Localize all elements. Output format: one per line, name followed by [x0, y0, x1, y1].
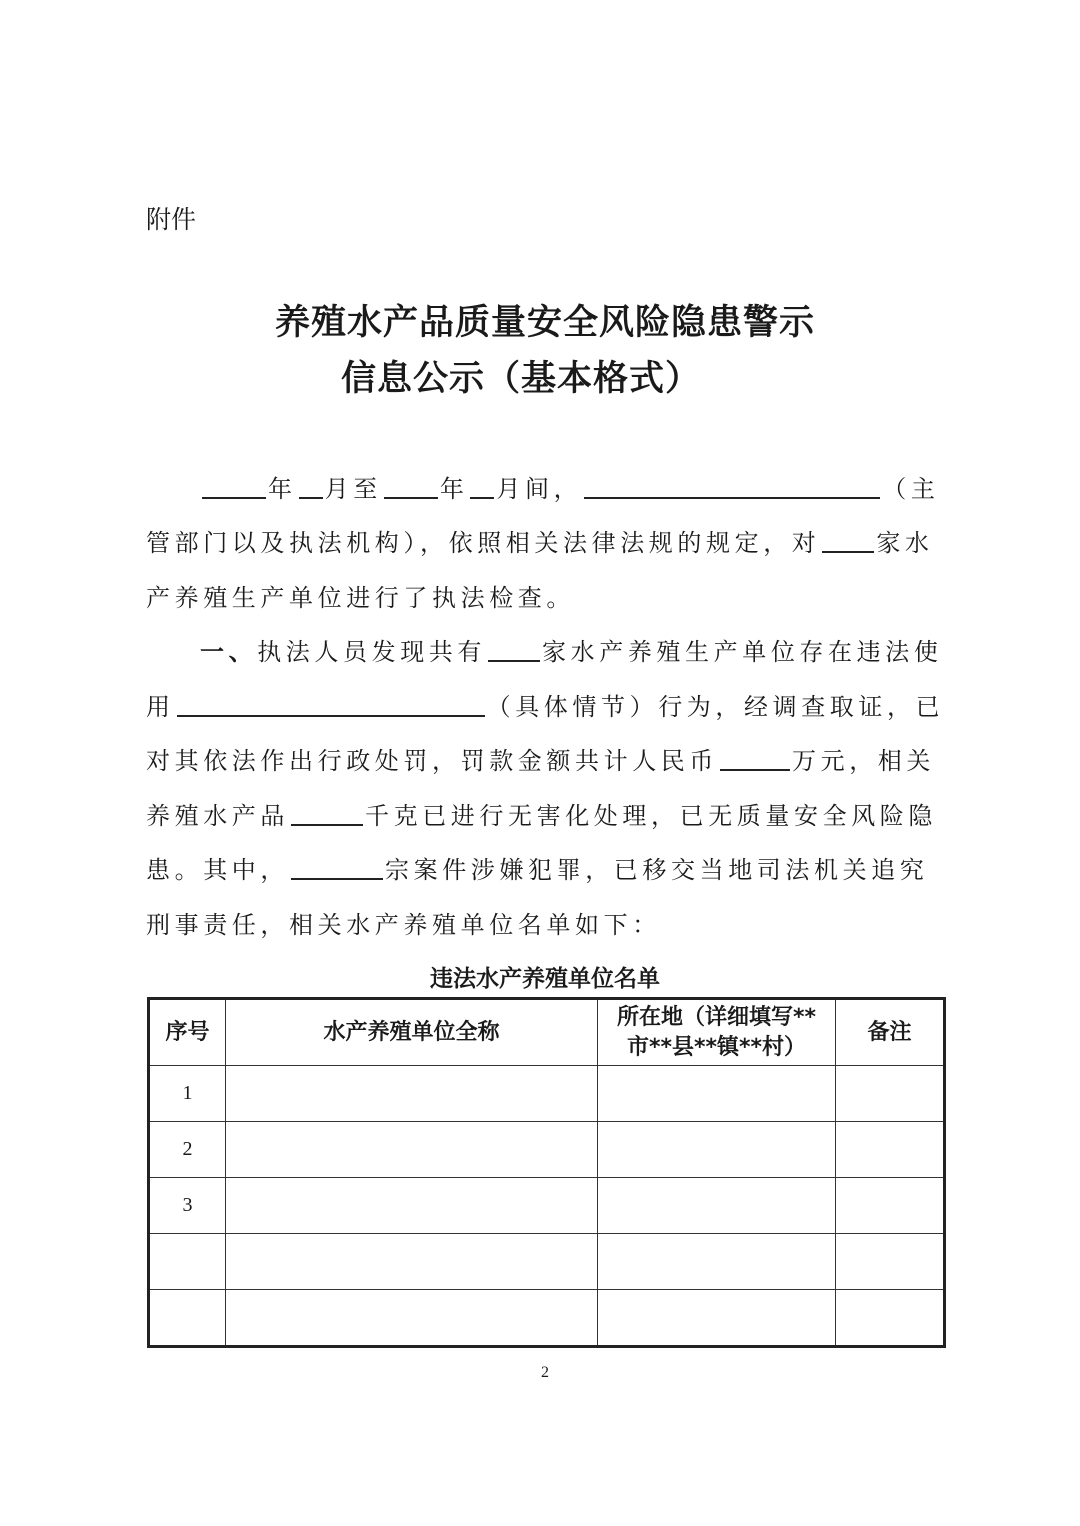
cell-serial-no: 1 [149, 1066, 226, 1122]
cell-serial-no: 3 [149, 1178, 226, 1234]
cell-serial-no: 2 [149, 1122, 226, 1178]
paragraph2-line5 [146, 850, 928, 890]
cell-unit-name[interactable] [226, 1178, 598, 1234]
cell-location[interactable] [598, 1122, 836, 1178]
header-serial-no: 序号 [149, 999, 226, 1066]
header-location-line2: 市**县**镇**村） [626, 1034, 807, 1060]
blank-authority[interactable] [584, 469, 880, 499]
text: （具体情节）行为，经调查取证，已 [486, 693, 945, 721]
text: 患。其中， [146, 856, 289, 884]
text: 对其依法作出行政处罚，罚款金额共计人民币 [146, 747, 718, 775]
text-year: 年 [268, 475, 297, 503]
text-dept-line: 管部门以及执法机构），依照相关法律法规的规定，对 [146, 529, 821, 557]
header-location [598, 999, 836, 1066]
cell-unit-name[interactable] [226, 1066, 598, 1122]
cell-remarks[interactable] [836, 1290, 945, 1347]
paragraph1-line1 [200, 469, 939, 509]
table-row [149, 1066, 945, 1122]
blank-month-end[interactable] [470, 469, 494, 499]
violator-list-table [147, 997, 946, 1348]
text: 用 [146, 693, 175, 721]
paragraph2-line2 [146, 687, 944, 727]
text-dept-open: （主 [882, 475, 940, 503]
paragraph2-line3 [146, 741, 935, 781]
cell-serial-no [149, 1290, 226, 1347]
table-row [149, 1178, 945, 1234]
cell-location[interactable] [598, 1234, 836, 1290]
table-header-row [149, 999, 945, 1066]
page-number: 2 [541, 1364, 549, 1381]
text: 千克已进行无害化处理，已无质量安全风险隐 [365, 802, 937, 830]
cell-unit-name[interactable] [226, 1290, 598, 1347]
blank-unit-count[interactable] [822, 523, 874, 553]
paragraph2-line6: 刑事责任，相关水产养殖单位名单如下： [146, 911, 661, 939]
document-title-line1: 养殖水产品质量安全风险隐患警示 [274, 303, 815, 343]
document-title-line2: 信息公示（基本格式） [340, 359, 701, 399]
cell-remarks[interactable] [836, 1066, 945, 1122]
blank-case-count[interactable] [291, 850, 383, 880]
blank-details[interactable] [177, 687, 485, 717]
blank-weight-kg[interactable] [291, 796, 363, 826]
blank-fine-amount[interactable] [720, 741, 790, 771]
paragraph2-line4 [146, 796, 937, 836]
text-jia-shui: 家水 [876, 529, 934, 557]
text: 养殖水产品 [146, 802, 289, 830]
table-row [149, 1234, 945, 1290]
text: 家水产养殖生产单位存在违法使 [542, 638, 943, 666]
blank-violator-count[interactable] [488, 632, 540, 662]
cell-unit-name[interactable] [226, 1234, 598, 1290]
text: 宗案件涉嫌犯罪，已移交当地司法机关追究 [385, 856, 929, 884]
paragraph2-line1 [200, 632, 942, 672]
section-number: 一、 [200, 638, 258, 666]
cell-location[interactable] [598, 1290, 836, 1347]
cell-remarks[interactable] [836, 1234, 945, 1290]
text: 执法人员发现共有 [257, 638, 487, 666]
header-location-line1: 所在地（详细填写** [616, 1004, 816, 1030]
paragraph1-line3: 产养殖生产单位进行了执法检查。 [146, 584, 575, 612]
table-row [149, 1290, 945, 1347]
blank-year-start[interactable] [202, 469, 266, 499]
text-month-to: 月至 [324, 475, 382, 503]
cell-location[interactable] [598, 1066, 836, 1122]
text-month-between: 月间， [496, 475, 583, 503]
paragraph1-line2 [146, 523, 934, 563]
table-row [149, 1122, 945, 1178]
header-remarks: 备注 [836, 999, 945, 1066]
attachment-label: 附件 [146, 205, 197, 234]
cell-serial-no [149, 1234, 226, 1290]
blank-year-end[interactable] [384, 469, 438, 499]
cell-location[interactable] [598, 1178, 836, 1234]
cell-remarks[interactable] [836, 1178, 945, 1234]
cell-remarks[interactable] [836, 1122, 945, 1178]
table-caption: 违法水产养殖单位名单 [430, 966, 660, 992]
text-year: 年 [439, 475, 469, 503]
blank-month-start[interactable] [299, 469, 323, 499]
cell-unit-name[interactable] [226, 1122, 598, 1178]
text: 万元，相关 [792, 747, 935, 775]
header-unit-name: 水产养殖单位全称 [226, 999, 598, 1066]
